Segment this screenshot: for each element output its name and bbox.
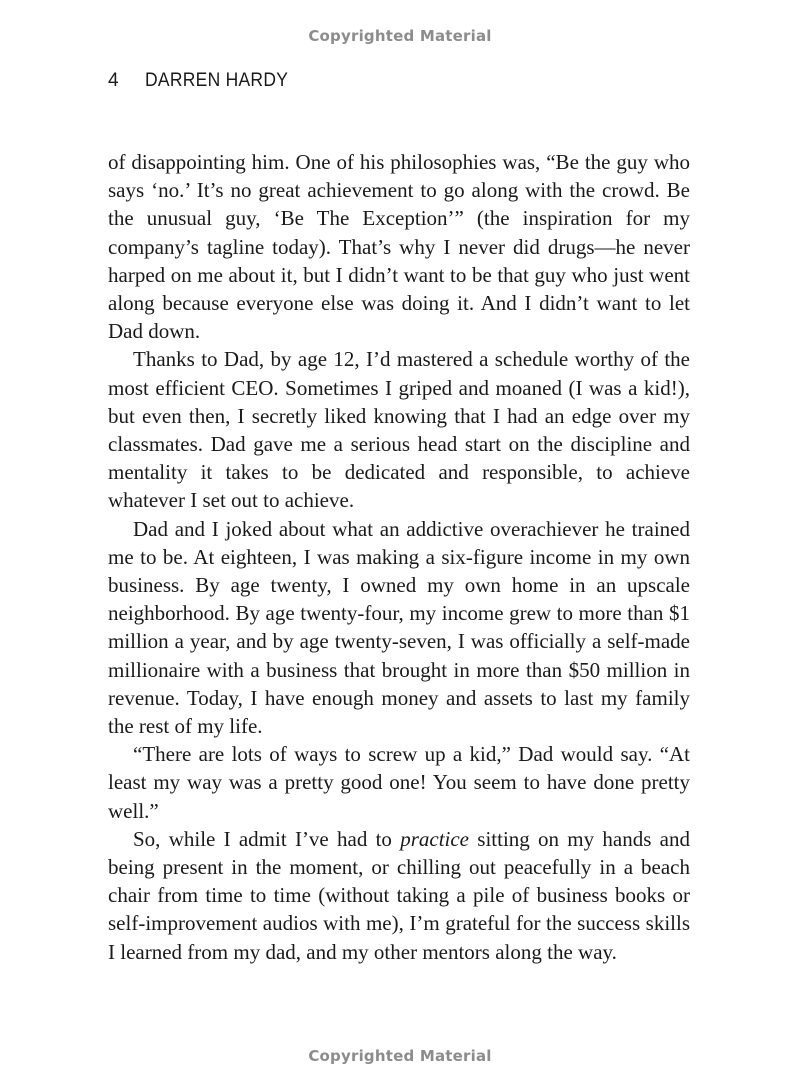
paragraph-3: Dad and I joked about what an addictive overachiever he trained me to be. At eighteen, I was making a six-figure income in my own business. By age twenty, I owned my own home in an upscale neighborhood. By age twenty-four, my income grew to more than $1 million a year, and by age twenty-seven, I was officially a self-made millionaire with a business that brought in more than $50 million in revenue. Today, I have enough money and assets to last my family the rest of my life.: [108, 516, 690, 739]
emphasis-practice: practice: [400, 826, 470, 851]
paragraph-5-start: So, while I admit I’ve had to: [133, 826, 401, 851]
copyright-watermark-top: Copyrighted Material: [308, 27, 492, 45]
running-head: [108, 70, 300, 92]
paragraph-1: of disappointing him. One of his philosophies was, “Be the guy who says ‘no.’ It’s no great achievement to go along with the crowd. Be the unusual guy, ‘Be The Exception’” (the inspiration for my company’s tagline today). That’s why I never did drugs—he never harped on me about it, but I didn’t want to be that guy who just went along because everyone else was doing it. And I didn’t want to let Dad down.: [108, 150, 690, 344]
paragraph-5: [108, 825, 690, 966]
paragraph-4: “There are lots of ways to screw up a kid,” Dad would say. “At least my way was a pretty good one! You seem to have done pretty well.”: [108, 742, 690, 823]
running-head-author: DARREN HARDY: [144, 70, 288, 91]
body-text: [108, 148, 690, 966]
paragraph-2: Thanks to Dad, by age 12, I’d mastered a schedule worthy of the most efficient CEO. Sometimes I griped and moaned (I was a kid!), but even then, I secretly liked knowing that I had an edge over my classmates. Dad gave me a serious head start on the discipline and mentality it takes to be dedicated and responsible, to achieve whatever I set out to achieve.: [108, 347, 690, 513]
page-number: 4: [108, 70, 119, 91]
paragraph-5-end: sitting on my hands and being present in the moment, or chilling out peacefully in a beach chair from time to time (without taking a pile of business books or self-improvement audios with me), I’m grateful for the success skills I learned from my dad, and my other mentors along the way.: [108, 826, 690, 964]
copyright-watermark-bottom: Copyrighted Material: [308, 1047, 492, 1065]
